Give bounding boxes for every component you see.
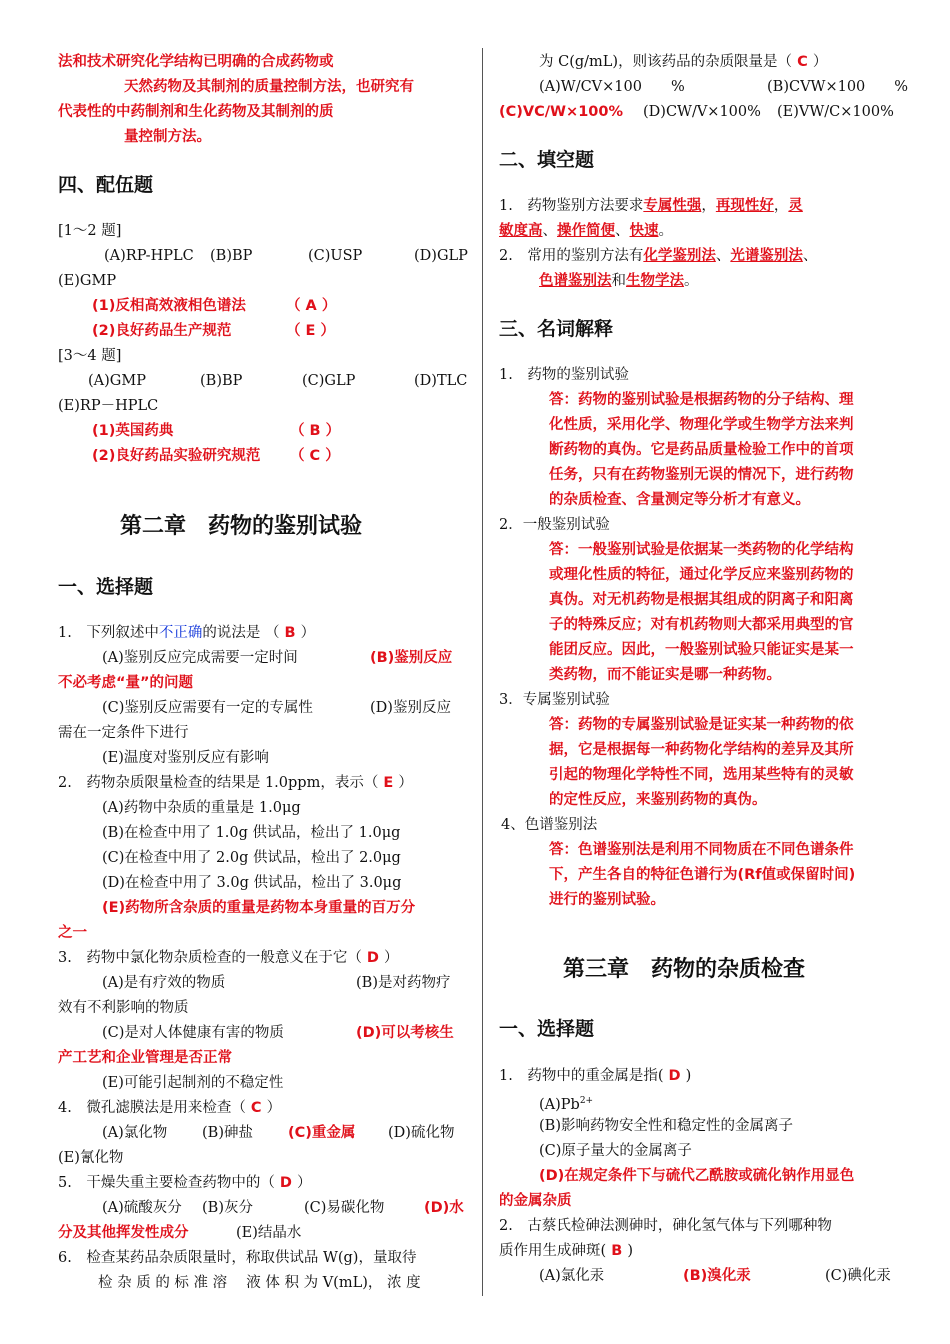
option: (C)USP xyxy=(308,248,363,264)
answer-choice: （ E ） xyxy=(286,323,336,339)
question: 2. 药物杂质限量检查的结果是 1.0ppm，表示（ E ） xyxy=(58,775,413,791)
chapter-title: 第三章 药物的杂质检查 xyxy=(563,957,806,982)
option: (E)RP－HPLC xyxy=(58,398,159,414)
answer-line: (2)良好药品实验研究规范 xyxy=(92,448,261,464)
option: (A)RP-HPLC xyxy=(104,248,194,264)
option: (E)温度对鉴别反应有影响 xyxy=(102,750,269,766)
group-label: [1～2 题] xyxy=(58,223,122,239)
option: (C)碘化汞 xyxy=(825,1268,891,1284)
term: 4、色谱鉴别法 xyxy=(501,817,598,833)
definition-line: 或理化性质的特征，通过化学反应来鉴别药物的 xyxy=(549,567,854,583)
option: (D)鉴别反应 xyxy=(370,700,451,716)
section-title: 二、填空题 xyxy=(499,149,595,171)
option: (A)是有疗效的物质 xyxy=(102,975,226,991)
question: 4. 微孔滤膜法是用来检查（ C ） xyxy=(58,1100,282,1116)
question: 1. 药物中的重金属是指( D ) xyxy=(499,1068,692,1084)
answer-line: (1)英国药典 xyxy=(92,423,174,439)
option: (B)BP xyxy=(210,248,253,264)
definition-line: 的定性反应，来鉴别药物的真伪。 xyxy=(549,792,767,808)
answer-line: (1)反相高效液相色谱法 xyxy=(92,298,246,314)
option: (E)结晶水 xyxy=(236,1225,302,1241)
term: 2．一般鉴别试验 xyxy=(499,517,610,533)
correct-option-cont: 的金属杂质 xyxy=(499,1193,572,1209)
option: (A)GMP xyxy=(88,373,146,389)
question-cont: 为 C(g/mL)，则该药品的杂质限量是（ C ） xyxy=(539,54,828,70)
option: (D)TLC xyxy=(414,373,468,389)
correct-option: (E)药物所含杂质的重量是药物本身重量的百万分 xyxy=(102,900,416,916)
definition-line: 任务，只有在药物鉴别无误的情况下，进行药物 xyxy=(549,467,854,483)
text-line: 法和技术研究化学结构已明确的合成药物或 xyxy=(58,54,334,70)
option: (E)可能引起制剂的不稳定性 xyxy=(102,1075,284,1091)
option: (B)CVW×100 % xyxy=(767,79,909,95)
fill-blank-question: 2. 常用的鉴别方法有化学鉴别法、光谱鉴别法、 xyxy=(499,248,818,264)
fill-blank-question: 1. 药物鉴别方法要求专属性强，再现性好，灵 xyxy=(499,198,803,214)
option: (D)在检查中用了 3.0g 供试品，检出了 3.0μg xyxy=(102,875,402,891)
option: (A)氯化汞 xyxy=(539,1268,605,1284)
chapter-title: 第二章 药物的鉴别试验 xyxy=(120,514,363,539)
correct-option-cont: 之一 xyxy=(58,925,87,941)
definition-line: 断药物的真伪。它是药品质量检验工作中的首项 xyxy=(549,442,854,458)
option: (A)鉴别反应完成需要一定时间 xyxy=(102,650,298,666)
question: 3. 药物中氯化物杂质检查的一般意义在于它（ D ） xyxy=(58,950,399,966)
text-line: 天然药物及其制剂的质量控制方法，也研究有 xyxy=(124,79,414,95)
section-title: 一、选择题 xyxy=(58,576,154,598)
definition-line: 类药物，而不能证实是哪一种药物。 xyxy=(549,667,781,683)
option: (C)鉴别反应需要有一定的专属性 xyxy=(102,700,313,716)
group-label: [3～4 题] xyxy=(58,348,122,364)
answer-choice: （ A ） xyxy=(286,298,337,314)
option-cont: 需在一定条件下进行 xyxy=(58,725,189,741)
correct-option: (C)重金属 xyxy=(288,1125,356,1141)
definition-line: 答：药物的鉴别试验是根据药物的分子结构、理 xyxy=(549,392,854,408)
option: (B)在检查中用了 1.0g 供试品，检出了 1.0μg xyxy=(102,825,401,841)
definition-line: 答：药物的专属鉴别试验是证实某一种药物的依 xyxy=(549,717,854,733)
option: (A)氯化物 xyxy=(102,1125,168,1141)
question-cont: 质作用生成砷斑( B ) xyxy=(499,1243,633,1259)
option: (E)VW/C×100% xyxy=(777,104,894,120)
question-cont: 检 杂 质 的 标 准 溶 液 体 积 为 V(mL)， 浓 度 xyxy=(98,1275,421,1291)
option: (A)药物中杂质的重量是 1.0μg xyxy=(102,800,301,816)
fill-blank-question-cont: 敏度高、操作简便、快速。 xyxy=(499,223,673,239)
correct-option: (B)鉴别反应 xyxy=(370,650,453,666)
option: (C)易碳化物 xyxy=(304,1200,385,1216)
correct-option-cont: 不必考虑“量”的问题 xyxy=(58,675,194,691)
option: (A)W/CV×100 % xyxy=(539,79,685,95)
text-line: 量控制方法。 xyxy=(124,129,211,145)
option-cont: 效有不利影响的物质 xyxy=(58,1000,189,1016)
correct-option-cont: 分及其他挥发性成分 xyxy=(58,1225,189,1241)
section-title: 一、选择题 xyxy=(499,1018,595,1040)
definition-line: 进行的鉴别试验。 xyxy=(549,892,665,908)
answer-choice: （ B ） xyxy=(290,423,341,439)
correct-option-cont: 产工艺和企业管理是否正常 xyxy=(58,1050,232,1066)
section-title: 三、名词解释 xyxy=(499,318,614,340)
section-title: 四、配伍题 xyxy=(58,174,154,196)
text-line: 代表性的中药制剂和生化药物及其制剂的质 xyxy=(58,104,334,120)
option: (C)原子量大的金属离子 xyxy=(539,1143,692,1159)
option: (C)在检查中用了 2.0g 供试品，检出了 2.0μg xyxy=(102,850,401,866)
option: (B)影响药物安全性和稳定性的金属离子 xyxy=(539,1118,793,1134)
option: (A)硫酸灰分 xyxy=(102,1200,182,1216)
question: 2. 古蔡氏检砷法测砷时，砷化氢气体与下列哪种物 xyxy=(499,1218,832,1234)
definition-line: 真伪。对无机药物是根据其组成的阴离子和阳离 xyxy=(549,592,854,608)
option: (C)GLP xyxy=(302,373,356,389)
correct-option: (D)水 xyxy=(424,1200,464,1216)
definition-line: 下，产生各自的特征色谱行为(Rf值或保留时间) xyxy=(549,867,856,883)
term: 1. 药物的鉴别试验 xyxy=(499,367,629,383)
option: (E)GMP xyxy=(58,273,117,289)
definition-line: 能团反应。因此，一般鉴别试验只能证实是某一 xyxy=(549,642,854,658)
option: (B)灰分 xyxy=(202,1200,253,1216)
correct-option: (D)可以考核生 xyxy=(356,1025,454,1041)
definition-line: 答：色谱鉴别法是利用不同物质在不同色谱条件 xyxy=(549,842,854,858)
correct-option: (C)VC/W×100% xyxy=(499,104,623,120)
option: (D)GLP xyxy=(414,248,468,264)
question: 5. 干燥失重主要检查药物中的（ D ） xyxy=(58,1175,312,1191)
option: (B)砷盐 xyxy=(202,1125,253,1141)
definition-line: 的杂质检查、含量测定等分析才有意义。 xyxy=(549,492,810,508)
correct-option: (B)溴化汞 xyxy=(683,1268,751,1284)
definition-line: 答：一般鉴别试验是依据某一类药物的化学结构 xyxy=(549,542,854,558)
option: (B)是对药物疗 xyxy=(356,975,451,991)
column-divider xyxy=(482,48,483,1296)
definition-line: 子的特殊反应；对有机药物则大都采用典型的官 xyxy=(549,617,854,633)
term: 3．专属鉴别试验 xyxy=(499,692,610,708)
option: (D)CW/V×100% xyxy=(643,104,761,120)
option: (C)是对人体健康有害的物质 xyxy=(102,1025,284,1041)
fill-blank-question-cont: 色谱鉴别法和生物学法。 xyxy=(539,273,699,289)
answer-choice: （ C ） xyxy=(290,448,340,464)
option: $(A)Pb^{2+}$ xyxy=(539,1096,594,1113)
correct-option: (D)在规定条件下与硫代乙酰胺或硫化钠作用显色 xyxy=(539,1168,855,1184)
option: (E)氰化物 xyxy=(58,1150,124,1166)
definition-line: 化性质，采用化学、物理化学或生物学方法来判 xyxy=(549,417,854,433)
option: (D)硫化物 xyxy=(388,1125,455,1141)
definition-line: 引起的物理化学特性不同，选用某些特有的灵敏 xyxy=(549,767,854,783)
option: (B)BP xyxy=(200,373,243,389)
definition-line: 据，它是根据每一种药物化学结构的差异及其所 xyxy=(549,742,854,758)
question: 1. 下列叙述中不正确的说法是 （ B ） xyxy=(58,625,316,641)
question: 6. 检查某药品杂质限量时，称取供试品 W(g)，量取待 xyxy=(58,1250,417,1266)
answer-line: (2)良好药品生产规范 xyxy=(92,323,232,339)
